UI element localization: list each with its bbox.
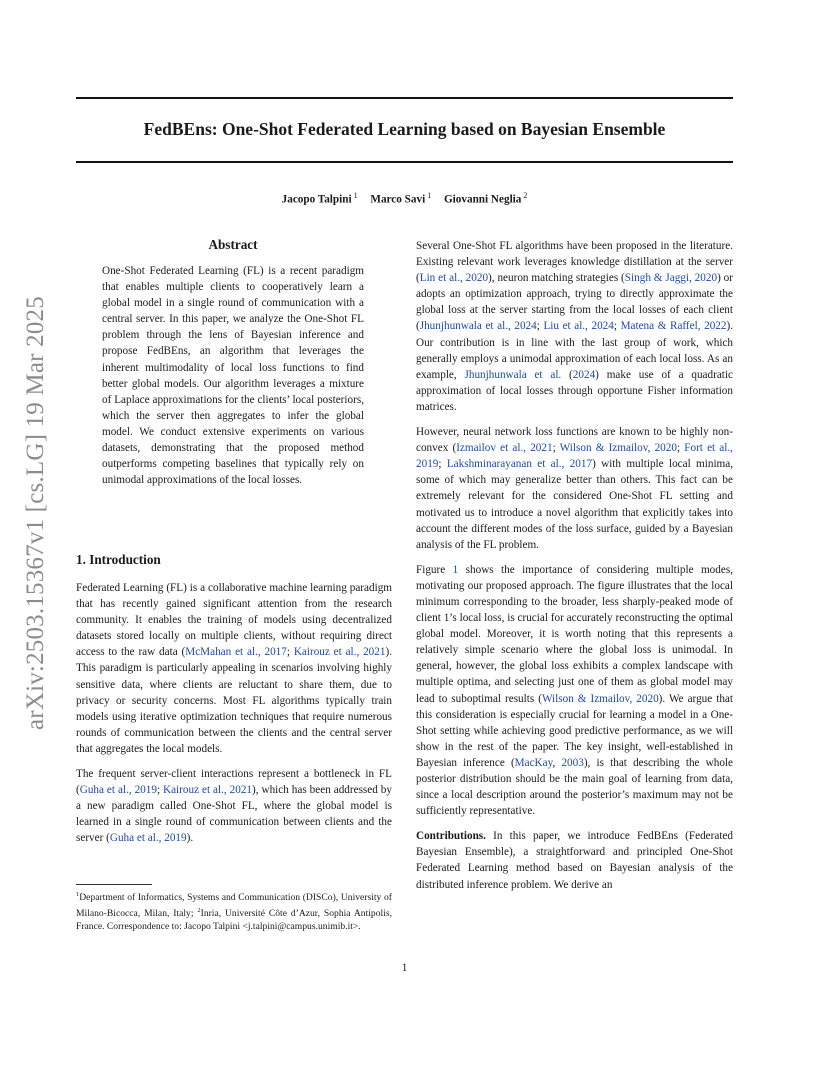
footnote-mark: 1	[76, 891, 80, 898]
citation-link[interactable]: Lin et al., 2020	[419, 272, 489, 285]
figure-reference-link[interactable]: 1	[452, 563, 459, 576]
text-run: ;	[676, 442, 685, 455]
text-run: ), neuron matching strategies (	[488, 272, 625, 285]
left-column	[76, 580, 392, 847]
arxiv-sidebar-stamp: arXiv:2503.15367v1 [cs.LG] 19 Mar 2025	[22, 296, 49, 730]
paragraph-lead: Contributions.	[416, 830, 486, 843]
intro-paragraph-2	[76, 766, 392, 846]
right-paragraph-4	[416, 828, 733, 892]
section-heading-introduction: 1. Introduction	[76, 552, 161, 567]
citation-link[interactable]: Kairouz et al., 2021	[293, 646, 386, 659]
text-run: ;	[613, 320, 621, 333]
text-run: Federated Learning (FL) is a collaborative machine learning paradigm that has recently gained significant attention from the research community. It enables the training of models using decentralized datasets stored locally on multiple clients, without requiring direct access to the raw data (	[76, 582, 392, 659]
author-affiliation-mark: 2	[523, 191, 528, 200]
author-name: Marco Savi	[370, 193, 426, 206]
text-run: The frequent server-client interactions represent a bottleneck in FL (	[76, 768, 392, 797]
title-bottom-rule	[76, 161, 733, 163]
author-name: Giovanni Neglia	[443, 193, 522, 206]
text-run: ;	[438, 458, 447, 471]
footnote-text: Inria, Université Côte d’Azur, Sophia Antipolis, France. Correspondence to: Jacopo Talpini <j.talpini@campus.unimib.it>.	[76, 908, 392, 933]
citation-link[interactable]: Fort et al., 2019	[416, 442, 733, 471]
text-run: ;	[536, 320, 544, 333]
footnote-text: Department of Informatics, Systems and Communication (DISCo), University of Milano-Bicocca, Milan, Italy;	[76, 892, 392, 920]
citation-link[interactable]: Jhunjhunwala et al.	[464, 368, 562, 381]
citation-link[interactable]: 2003	[561, 756, 584, 769]
citation-link[interactable]: Guha et al., 2019	[79, 784, 157, 797]
citation-link[interactable]: Lakshminarayanan et al., 2017	[446, 458, 593, 471]
citation-link[interactable]: Jhunjhunwala et al., 2024	[419, 320, 537, 333]
citation-link[interactable]: Izmailov et al., 2021	[456, 442, 553, 455]
text-run: ) make use of a quadratic approximation of local losses through opportune Fisher information matrices.	[416, 368, 733, 413]
intro-paragraph-1	[76, 580, 392, 757]
footnote-mark: 2	[197, 907, 201, 915]
title-top-rule	[76, 97, 733, 99]
text-run: However, neural network loss functions are known to be highly non-convex (	[416, 426, 733, 455]
text-run: ;	[552, 442, 560, 455]
text-run: ). This paradigm is particularly appealing in scenarios involving highly sensitive data, where clients are reluctant to share them, due to privacy or security concerns. Most FL algorithms typically train models using iterative optimization techniques that require numerous rounds of communication between the clients and the central server that aggregates the local models.	[76, 646, 392, 755]
author-affiliation-mark: 1	[353, 191, 358, 200]
author-name: Jacopo Talpini	[281, 193, 352, 206]
citation-link[interactable]: Liu et al., 2024	[543, 320, 614, 333]
citation-link[interactable]: Matena & Raffel, 2022	[620, 320, 727, 333]
author-list	[76, 191, 733, 206]
citation-link[interactable]: Singh & Jaggi, 2020	[624, 272, 718, 285]
text-run: ;	[156, 784, 164, 797]
text-run: ;	[286, 646, 294, 659]
text-run: ) or adopts an optimization approach, trying to directly approximate the global loss at the server starting from the local losses of each client (	[416, 272, 733, 333]
citation-link[interactable]: 2024	[572, 368, 596, 381]
text-run: Several One-Shot FL algorithms have been proposed in the literature. Existing relevant work leverages knowledge distillation at the server (	[416, 240, 733, 285]
text-run: (	[561, 368, 573, 381]
text-run: ). Our contribution is in line with the last group of work, which generally employs a unimodal approximation of each local loss. As an example,	[416, 320, 734, 381]
affiliation-footnote	[76, 888, 392, 933]
text-run: In this paper, we introduce FedBEns (Federated Bayesian Ensemble), a straightforward and principled One-Shot Federated Learning method based on Bayesian analysis of the distributed inference problem. We derive an	[416, 830, 733, 891]
text-run: ). We argue that this consideration is especially crucial for learning a model in a One-Shot setting while achieving good predictive performance, as we will show in the rest of the paper. The key insight, well-established in Bayesian inference (	[416, 692, 733, 769]
citation-link[interactable]: MacKay	[514, 756, 553, 769]
text-run: Figure	[416, 563, 453, 576]
citation-link[interactable]: Guha et al., 2019	[109, 832, 187, 845]
text-run: shows the importance of considering multiple modes, motivating our proposed approach. The figure illustrates that the local minimum corresponding to the broader, less sharply-peaked mode of client 1’s local loss, is crucial for accurately reconstructing the optimal global model. Moreover, it is worth noting that this represents a relatively simple scenario where the global loss is unimodal. In general, however, the global loss exhibits a complex landscape with multiple optima, and selecting just one of them as global model may lead to suboptimal results (	[416, 563, 733, 705]
right-column	[416, 238, 733, 893]
citation-link[interactable]: McMahan et al., 2017	[185, 646, 287, 659]
citation-link[interactable]: Wilson & Izmailov, 2020	[559, 442, 677, 455]
abstract-heading: Abstract	[208, 237, 258, 252]
right-paragraph-2	[416, 424, 733, 553]
abstract-text: One-Shot Federated Learning (FL) is a recent paradigm that enables multiple clients to cooperatively learn a global model in a single round of communication with a central server. In this paper, we analyze the One-Shot FL problem through the lens of Bayesian inference and propose FedBEns, an algorithm that leverages the inherent multimodality of local loss functions to find better global models. Our algorithm leverages a mixture of Laplace approximations for the clients’ local posteriors, which the server then aggregates to infer the global model. We conduct extensive experiments on various datasets, demonstrating that the proposed method outperforms competing baselines that typically rely on unimodal approximations of the local losses.	[102, 265, 364, 487]
right-paragraph-3	[416, 562, 733, 820]
citation-link[interactable]: Kairouz et al., 2021	[163, 784, 253, 797]
citation-link[interactable]: Wilson & Izmailov, 2020	[541, 692, 659, 705]
text-run: ), which has been addressed by a new paradigm called One-Shot FL, where the global model is learned in a single round of communication between clients and the server (	[76, 784, 392, 845]
right-paragraph-1	[416, 238, 733, 415]
author-affiliation-mark: 1	[427, 191, 432, 200]
paper-title: FedBEns: One-Shot Federated Learning based on Bayesian Ensemble	[143, 119, 666, 139]
text-run: ).	[186, 832, 194, 845]
footnote-rule	[76, 884, 152, 885]
abstract-body	[102, 263, 364, 488]
text-run: ) with multiple local minima, some of which may generalize better than others. This fact can be extremely relevant for the considered One-Shot FL setting and motivated us to introduce a novel algorithm that explicitly takes into account the different modes of the loss surface, guided by a Bayesian analysis of the FL problem.	[416, 458, 734, 551]
text-run: ), is that describing the whole posterior distribution should be the main goal of learning from data, since a local description around the posterior’s maximum may not be sufficiently representative.	[416, 756, 734, 818]
text-run: ,	[552, 756, 562, 769]
page-number: 1	[401, 962, 408, 974]
